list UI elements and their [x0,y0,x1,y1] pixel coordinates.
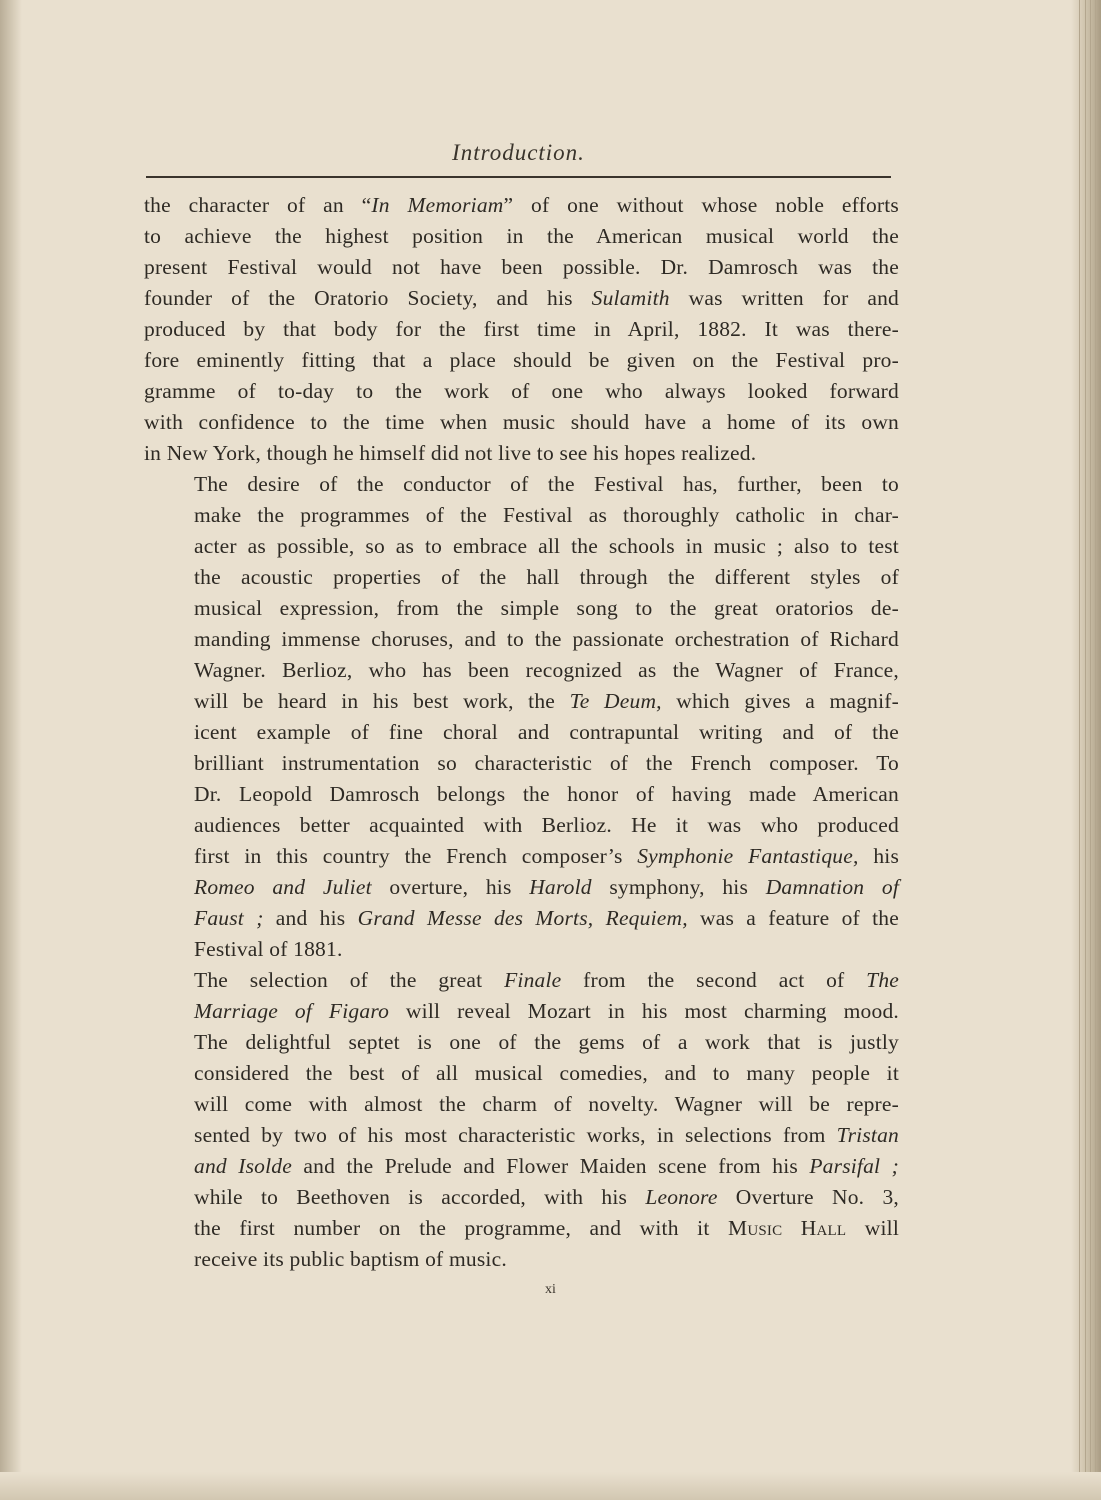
italic-title: Sulamith [591,286,670,310]
text-line: considered the best of all musical comedies, and to many people it [194,1061,899,1085]
text-line: acter as possible, so as to embrace all the schools in music ; also to test [194,534,899,558]
text-line: the acoustic properties of the hall through the different styles of [194,565,899,589]
italic-title: In Memoriam [371,193,504,217]
text-line: first in this country the French composer’s Symphonie Fantastique, his [194,844,900,868]
text-line: the character of an “In Memoriam” of one without whose noble efforts [144,193,899,217]
text-line: to achieve the highest position in the American musical world the [144,224,899,248]
italic-title: Romeo and Juliet [194,875,372,899]
paragraph [144,190,899,469]
text-line: Wagner. Berlioz, who has been recognized as the Wagner of France, [194,658,899,682]
text-line: will come with almost the charm of novelty. Wagner will be repre- [194,1092,899,1116]
italic-title: Te Deum, [569,689,662,713]
paragraph [144,469,899,965]
italic-title: Damnation of [765,875,899,899]
page-edge [1071,0,1101,1500]
text-line: while to Beethoven is accorded, with his Leonore Overture No. 3, [194,1185,899,1209]
text-line: The delightful septet is one of the gems of a work that is justly [194,1030,899,1054]
italic-title: Finale [504,968,562,992]
text-line: gramme of to-day to the work of one who always looked forward [144,379,899,403]
italic-title: Tristan [836,1123,899,1147]
italic-title: Parsifal ; [809,1154,899,1178]
book-spine-shadow [0,0,22,1500]
text-line: Dr. Leopold Damrosch belongs the honor of having made American [194,782,899,806]
text-line: in New York, though he himself did not live to see his hopes realized. [144,441,757,465]
italic-title: The [866,968,900,992]
italic-title: Grand Messe des Morts, Requiem, [357,906,688,930]
text-line: Festival of 1881. [194,937,343,961]
text-line: with confidence to the time when music should have a home of its own [144,410,899,434]
text-line: the first number on the programme, and with it Music Hall will [194,1216,899,1240]
small-caps-text: Music Hall [728,1216,847,1240]
italic-title: Marriage of Figaro [194,999,390,1023]
text-line: musical expression, from the simple song to the great oratorios de- [194,596,899,620]
text-line: and Isolde and the Prelude and Flower Maiden scene from his Parsifal ; [194,1154,899,1178]
text-line: make the programmes of the Festival as thoroughly catholic in char- [194,503,899,527]
italic-title: Leonore [645,1185,718,1209]
text-line: fore eminently fitting that a place should be given on the Festival pro- [144,348,899,372]
italic-title: and Isolde [194,1154,293,1178]
text-line: Marriage of Figaro will reveal Mozart in his most charming mood. [194,999,899,1023]
page-number: xi [545,1282,556,1297]
text-line: Faust ; and his Grand Messe des Morts, Requiem, was a feature of the [194,906,899,930]
italic-title: Faust ; [194,906,264,930]
text-line: The desire of the conductor of the Festival has, further, been to [194,472,899,496]
text-line: founder of the Oratorio Society, and his Sulamith was written for and [144,286,899,310]
text-line: icent example of fine choral and contrapuntal writing and of the [194,720,899,744]
italic-title: Symphonie Fantastique, [637,844,859,868]
text-line: produced by that body for the first time in April, 1882. It was there- [144,317,899,341]
running-head: Introduction. [452,140,585,165]
text-line: receive its public baptism of music. [194,1247,507,1271]
text-line: will be heard in his best work, the Te Deum, which gives a magnif- [194,689,899,713]
text-line: manding immense choruses, and to the passionate orchestration of Richard [194,627,899,651]
text-line: Romeo and Juliet overture, his Harold symphony, his Damnation of [194,875,899,899]
text-line: The selection of the great Finale from the second act of The [194,968,900,992]
paragraph [144,965,899,1275]
text-line: brilliant instrumentation so characteristic of the French composer. To [194,751,899,775]
bottom-page-edge [0,1472,1101,1500]
text-line: audiences better acquainted with Berlioz. He it was who produced [194,813,899,837]
italic-title: Harold [529,875,592,899]
text-line: present Festival would not have been possible. Dr. Damrosch was the [144,255,899,279]
text-line: sented by two of his most characteristic works, in selections from Tristan [194,1123,899,1147]
body-text [144,190,899,1275]
header-rule [146,176,891,178]
